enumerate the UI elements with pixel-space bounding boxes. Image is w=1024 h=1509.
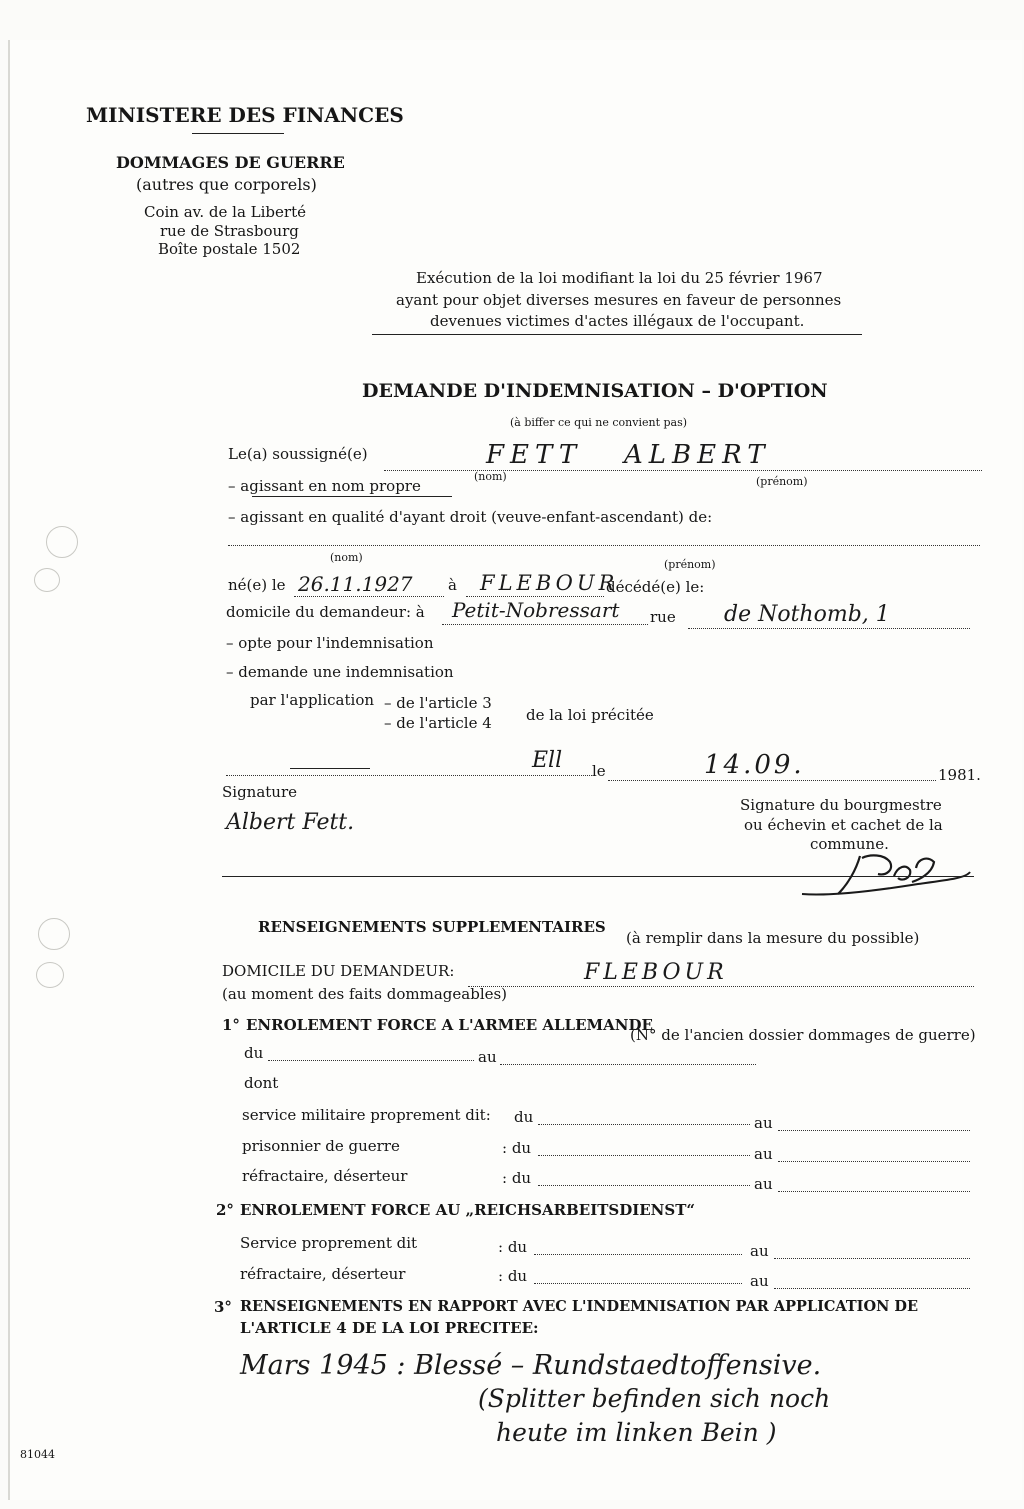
- service-propre-label: Service proprement dit: [240, 1234, 418, 1252]
- law-line: devenues victimes d'actes illégaux de l'occupant.: [430, 312, 805, 330]
- section-3-number: 3°: [214, 1298, 232, 1316]
- nom-caption: (nom): [474, 470, 507, 483]
- du-line: [538, 1155, 750, 1156]
- du-label: du: [244, 1044, 264, 1062]
- demande-line: – demande une indemnisation: [226, 663, 454, 681]
- section-2-title: ENROLEMENT FORCE AU „REICHSARBEITSDIENST“: [240, 1201, 696, 1219]
- dont-label: dont: [244, 1074, 279, 1092]
- punch-hole: [36, 962, 64, 988]
- punch-hole: [34, 568, 60, 592]
- filled-nom: FETT: [486, 440, 583, 470]
- loi-precitee: de la loi précitée: [526, 706, 654, 724]
- divider: [192, 133, 284, 134]
- filled-domicile-faits: FLEBOUR: [584, 960, 728, 985]
- punch-hole: [38, 918, 70, 950]
- punch-hole: [46, 526, 78, 558]
- refractaire-label: réfractaire, déserteur: [240, 1265, 406, 1283]
- prenom-caption: (prénom): [756, 475, 808, 488]
- birth-date-line: [294, 596, 444, 597]
- handwritten-remark: Mars 1945 : Blessé – Rundstaedtoffensive.: [240, 1350, 822, 1381]
- ne-label: né(e) le: [228, 576, 286, 594]
- colon-du-label: : du: [502, 1169, 532, 1187]
- au-label: au: [750, 1272, 769, 1290]
- department-title: DOMMAGES DE GUERRE: [116, 153, 345, 172]
- handwritten-remark: heute im linken Bein ): [496, 1418, 777, 1447]
- law-line: ayant pour objet diverses mesures en faveur de personnes: [396, 291, 842, 309]
- section-1-number: 1°: [222, 1016, 240, 1034]
- section-1-note: (N° de l'ancien dossier dommages de guerre): [630, 1026, 976, 1044]
- department-subtitle: (autres que corporels): [136, 175, 317, 194]
- section-3-title: L'ARTICLE 4 DE LA LOI PRECITEE:: [240, 1319, 539, 1337]
- date-line: [608, 780, 936, 781]
- du-line: [534, 1254, 742, 1255]
- article-3: – de l'article 3: [384, 694, 492, 712]
- mayor-signature: [798, 848, 974, 906]
- rue-line: [688, 628, 970, 629]
- nom-caption: (nom): [330, 551, 363, 564]
- du-line: [534, 1283, 742, 1284]
- supplementary-note: (à remplir dans la mesure du possible): [626, 929, 920, 947]
- du-line: [538, 1124, 750, 1125]
- section-1-title: ENROLEMENT FORCE A L'ARMEE ALLEMANDE: [246, 1016, 653, 1034]
- filled-birth-place: FLEBOUR: [480, 571, 619, 595]
- supplementary-title: RENSEIGNEMENTS SUPPLEMENTAIRES: [258, 918, 606, 936]
- divider: [372, 334, 862, 335]
- article-4: – de l'article 4: [384, 714, 492, 732]
- domicile-faits-label: DOMICILE DU DEMANDEUR:: [222, 962, 455, 980]
- filled-birth-date: 26.11.1927: [298, 572, 413, 596]
- opte-line: – opte pour l'indemnisation: [226, 634, 434, 652]
- address-line: rue de Strasbourg: [160, 222, 299, 240]
- address-line: Coin av. de la Liberté: [144, 203, 306, 221]
- au-line: [778, 1161, 970, 1162]
- au-line: [778, 1191, 970, 1192]
- rue-label: rue: [650, 608, 676, 626]
- domicile-faits-line: [468, 986, 974, 987]
- year-label: 1981.: [938, 766, 981, 784]
- bourgmestre-line: commune.: [810, 835, 889, 853]
- handwritten-remark: (Splitter befinden sich noch: [478, 1384, 831, 1413]
- form-code: 81044: [20, 1448, 55, 1461]
- au-label: au: [754, 1175, 773, 1193]
- au-line: [774, 1258, 970, 1259]
- strike-mark: [290, 768, 370, 769]
- domicile-label: domicile du demandeur: à: [226, 603, 425, 621]
- du-line: [268, 1060, 474, 1061]
- place-line: [226, 775, 592, 776]
- au-line: [500, 1064, 756, 1065]
- prenom-caption: (prénom): [664, 558, 716, 571]
- refractaire-label: réfractaire, déserteur: [242, 1167, 408, 1185]
- birth-place-line: [466, 596, 604, 597]
- ayant-droit-line: [228, 545, 980, 546]
- underline: [252, 496, 452, 497]
- signature-label: Signature: [222, 783, 298, 801]
- soussigne-label: Le(a) soussigné(e): [228, 445, 368, 463]
- a-label: à: [448, 576, 457, 594]
- bourgmestre-line: Signature du bourgmestre: [740, 796, 942, 814]
- au-label: au: [754, 1114, 773, 1132]
- decede-label: décédé(e) le:: [606, 578, 705, 596]
- au-label: au: [478, 1048, 497, 1066]
- section-2-number: 2°: [216, 1201, 234, 1219]
- filled-domicile: Petit-Nobressart: [452, 598, 620, 622]
- bourgmestre-line: ou échevin et cachet de la: [744, 816, 943, 834]
- application-label: par l'application: [250, 691, 375, 709]
- filled-prenom: ALBERT: [624, 440, 771, 470]
- au-line: [774, 1288, 970, 1289]
- colon-du-label: : du: [498, 1238, 528, 1256]
- filled-date: 14.09.: [704, 750, 805, 780]
- agissant-propre: – agissant en nom propre: [228, 477, 421, 495]
- du-label: du: [514, 1108, 534, 1126]
- prisonnier-label: prisonnier de guerre: [242, 1137, 400, 1155]
- section-3-title: RENSEIGNEMENTS EN RAPPORT AVEC L'INDEMNISATION PAR APPLICATION DE: [240, 1298, 919, 1315]
- form-title: DEMANDE D'INDEMNISATION – D'OPTION: [362, 380, 828, 402]
- service-militaire-label: service militaire proprement dit:: [242, 1106, 491, 1124]
- law-line: Exécution de la loi modifiant la loi du 25 février 1967: [416, 269, 823, 287]
- section-divider: [222, 876, 974, 877]
- ministry-title: MINISTERE DES FINANCES: [86, 103, 404, 127]
- domicile-line: [442, 624, 648, 625]
- agissant-qualite: – agissant en qualité d'ayant droit (veuve-enfant-ascendant) de:: [228, 508, 713, 526]
- form-title-note: (à biffer ce qui ne convient pas): [510, 416, 688, 429]
- colon-du-label: : du: [498, 1267, 528, 1285]
- au-label: au: [750, 1242, 769, 1260]
- applicant-signature: Albert Fett.: [226, 810, 355, 835]
- le-label: le: [592, 762, 606, 780]
- domicile-faits-note: (au moment des faits dommageables): [222, 985, 508, 1003]
- au-label: au: [754, 1145, 773, 1163]
- au-line: [778, 1130, 970, 1131]
- du-line: [538, 1185, 750, 1186]
- colon-du-label: : du: [502, 1139, 532, 1157]
- filled-place: Ell: [532, 748, 563, 773]
- address-line: Boîte postale 1502: [158, 240, 301, 258]
- filled-rue: de Nothomb, 1: [724, 602, 890, 627]
